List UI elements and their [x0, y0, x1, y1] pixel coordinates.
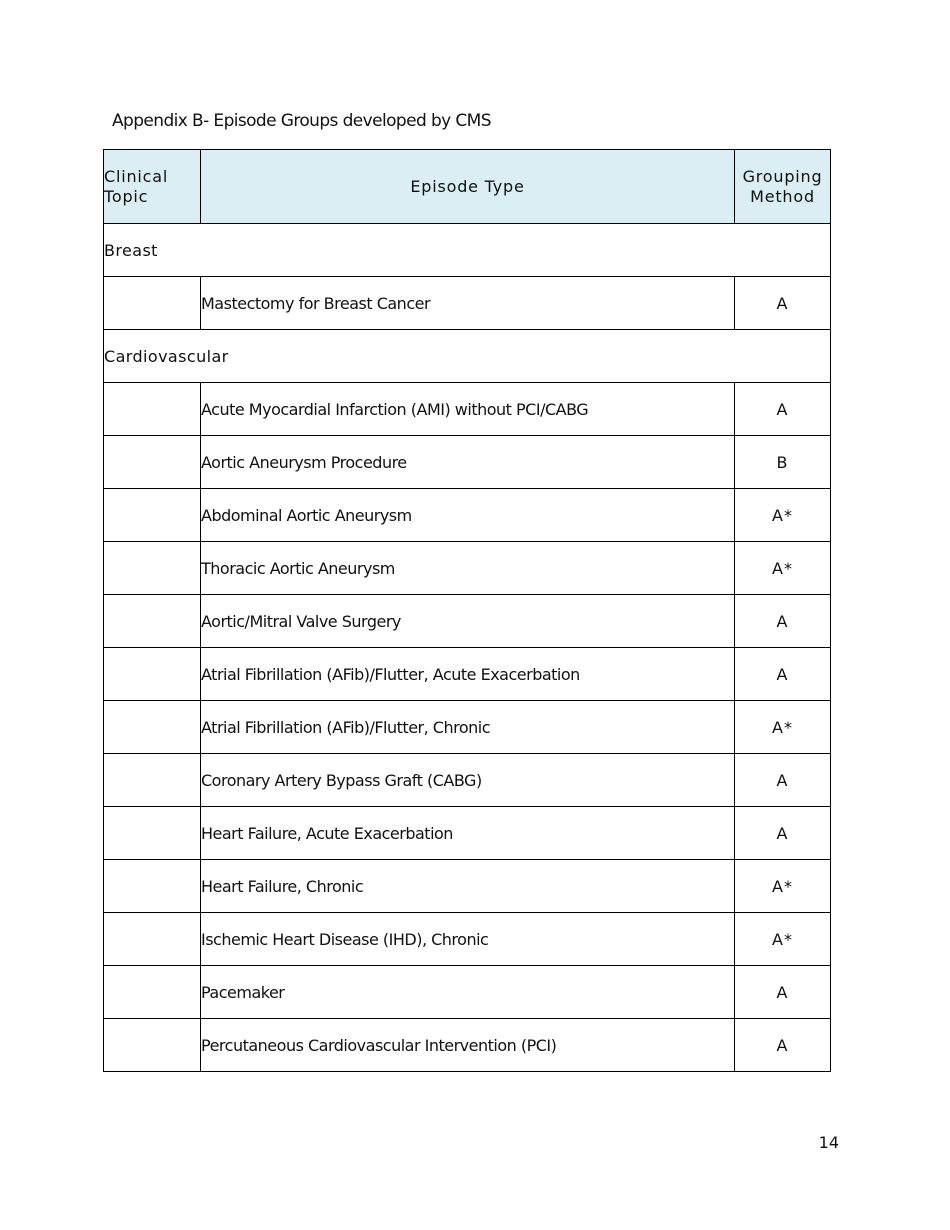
episode-type-cell: Percutaneous Cardiovascular Intervention (PCI): [201, 1019, 735, 1072]
empty-topic-cell: [104, 542, 201, 595]
table-row: [104, 1019, 831, 1072]
page-number: 14: [818, 1133, 839, 1152]
table-row: [104, 860, 831, 913]
table-row: [104, 648, 831, 701]
header-clinical-topic: Clinical Topic: [104, 150, 201, 224]
episode-type-cell: Atrial Fibrillation (AFib)/Flutter, Acute Exacerbation: [201, 648, 735, 701]
table-row: [104, 542, 831, 595]
grouping-method-cell: A: [735, 807, 831, 860]
table-header-row: [104, 150, 831, 224]
grouping-method-cell: A: [735, 966, 831, 1019]
appendix-heading: Appendix B- Episode Groups developed by CMS: [112, 111, 491, 131]
empty-topic-cell: [104, 1019, 201, 1072]
episode-type-cell: Aortic Aneurysm Procedure: [201, 436, 735, 489]
empty-topic-cell: [104, 383, 201, 436]
grouping-method-cell: B: [735, 436, 831, 489]
empty-topic-cell: [104, 436, 201, 489]
table-row: [104, 966, 831, 1019]
empty-topic-cell: [104, 807, 201, 860]
header-episode-type: Episode Type: [201, 150, 735, 224]
grouping-method-cell: A: [735, 383, 831, 436]
episode-type-cell: Atrial Fibrillation (AFib)/Flutter, Chronic: [201, 701, 735, 754]
empty-topic-cell: [104, 754, 201, 807]
episode-type-cell: Mastectomy for Breast Cancer: [201, 277, 735, 330]
grouping-method-cell: A*: [735, 489, 831, 542]
section-row-cardiovascular: [104, 330, 831, 383]
episode-type-cell: Heart Failure, Chronic: [201, 860, 735, 913]
table-row: [104, 807, 831, 860]
grouping-method-cell: A*: [735, 860, 831, 913]
table-row: [104, 277, 831, 330]
grouping-method-cell: A*: [735, 913, 831, 966]
grouping-method-cell: A*: [735, 542, 831, 595]
grouping-method-cell: A: [735, 754, 831, 807]
grouping-method-cell: A: [735, 277, 831, 330]
clinical-topic-cell: Breast: [104, 224, 831, 277]
empty-topic-cell: [104, 966, 201, 1019]
grouping-method-cell: A: [735, 648, 831, 701]
episode-type-cell: Pacemaker: [201, 966, 735, 1019]
clinical-topic-cell: Cardiovascular: [104, 330, 831, 383]
table-row: [104, 436, 831, 489]
episode-type-cell: Thoracic Aortic Aneurysm: [201, 542, 735, 595]
empty-topic-cell: [104, 701, 201, 754]
grouping-method-cell: A: [735, 595, 831, 648]
header-grouping-method: Grouping Method: [735, 150, 831, 224]
episode-groups-table: [103, 149, 831, 1072]
table-row: [104, 383, 831, 436]
table-row: [104, 489, 831, 542]
episode-type-cell: Abdominal Aortic Aneurysm: [201, 489, 735, 542]
episode-type-cell: Heart Failure, Acute Exacerbation: [201, 807, 735, 860]
empty-topic-cell: [104, 860, 201, 913]
episode-type-cell: Coronary Artery Bypass Graft (CABG): [201, 754, 735, 807]
table-row: [104, 595, 831, 648]
empty-topic-cell: [104, 595, 201, 648]
table-row: [104, 701, 831, 754]
empty-topic-cell: [104, 913, 201, 966]
grouping-method-cell: A: [735, 1019, 831, 1072]
empty-topic-cell: [104, 277, 201, 330]
empty-topic-cell: [104, 489, 201, 542]
grouping-method-cell: A*: [735, 701, 831, 754]
episode-type-cell: Acute Myocardial Infarction (AMI) without PCI/CABG: [201, 383, 735, 436]
episode-type-cell: Ischemic Heart Disease (IHD), Chronic: [201, 913, 735, 966]
episode-type-cell: Aortic/Mitral Valve Surgery: [201, 595, 735, 648]
empty-topic-cell: [104, 648, 201, 701]
section-row-breast: [104, 224, 831, 277]
table-row: [104, 913, 831, 966]
table-row: [104, 754, 831, 807]
